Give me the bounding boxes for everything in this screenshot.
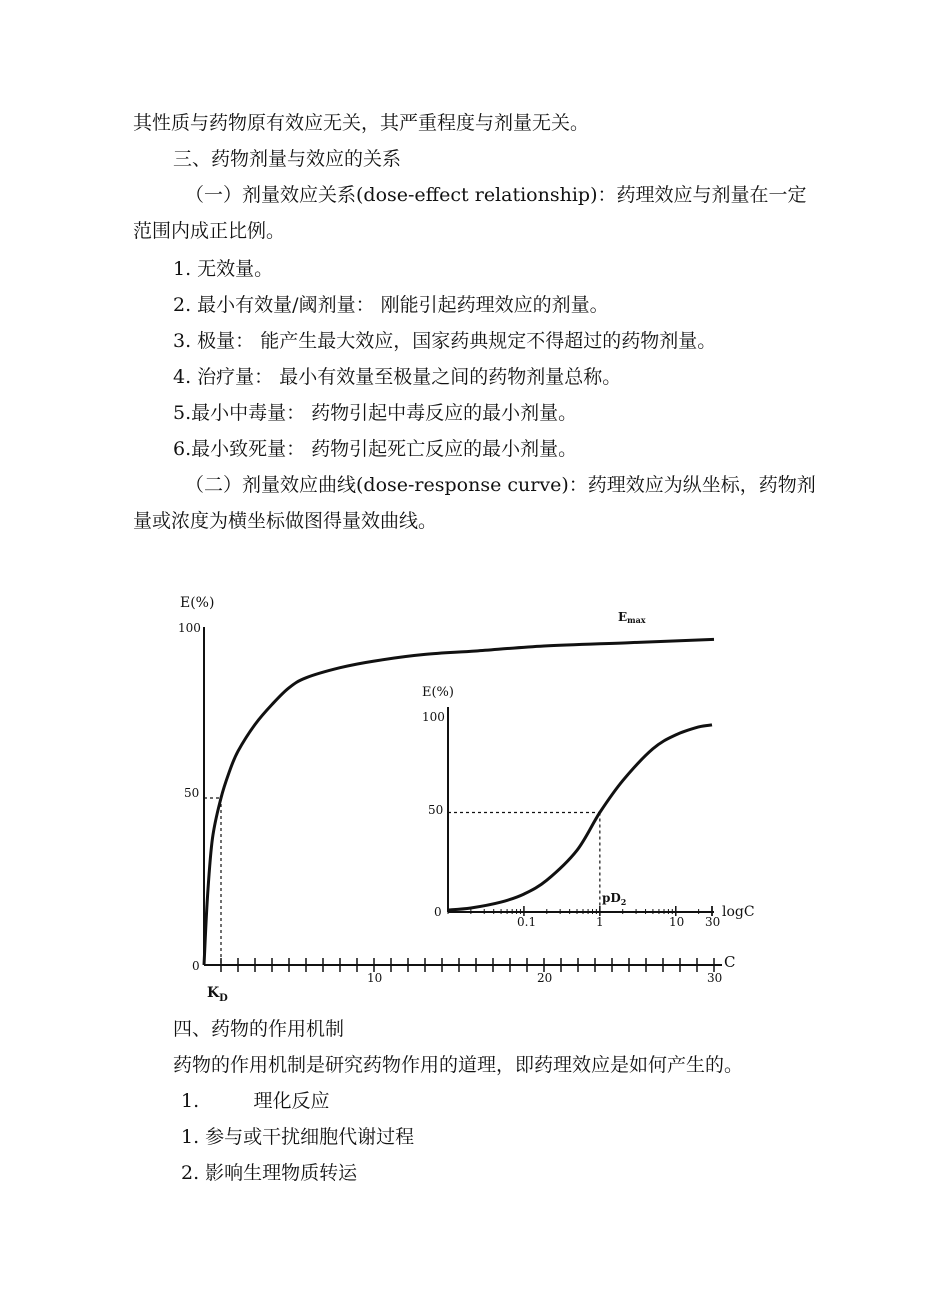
main-x-tick-30: 30 [707,971,723,985]
main-chart [178,595,735,1004]
text-line-1: 其性质与药物原有效应无关，其严重程度与剂量无关。 [133,112,590,134]
section-3-title: 三、药物剂量与效应的关系 [173,148,402,170]
main-y-tick-100: 100 [178,621,201,635]
inset-curve [448,725,712,910]
inset-x-tick-10: 10 [669,915,685,929]
inset-x-tick-30: 30 [705,915,721,929]
inset-x-label: logC [722,904,755,920]
pd2-label: $pD_2$ [602,891,627,907]
main-y-tick-0: 0 [192,959,200,973]
main-x-tick-20: 20 [537,971,553,985]
list-item-4: 4. 治疗量： 最小有效量至极量之间的药物剂量总称。 [173,366,622,388]
list-item-6: 6.最小致死量： 药物引起死亡反应的最小剂量。 [173,438,578,460]
inset-x-tick-0-1: 0.1 [517,915,537,929]
list-item-2: 2. 最小有效量/阈剂量： 刚能引起药理效应的剂量。 [173,294,609,316]
inset-chart [422,685,755,929]
paragraph-mechanism: 药物的作用机制是研究药物作用的道理，即药理效应是如何产生的。 [173,1054,744,1076]
section-4-title: 四、药物的作用机制 [173,1018,345,1040]
main-x-label: C [724,953,736,971]
emax-label: Emax [618,610,646,625]
kd-label: $K_D$ [207,985,228,1004]
inset-guides [448,813,600,913]
mechanism-item-2: 1. 参与或干扰细胞代谢过程 [181,1126,415,1148]
main-y-tick-50: 50 [184,786,200,800]
mechanism-item-3: 2. 影响生理物质转运 [181,1162,358,1184]
inset-y-tick-100: 100 [422,710,445,724]
inset-y-tick-50: 50 [428,803,444,817]
inset-y-label: E(%) [422,685,454,700]
dose-response-figure [150,585,770,1015]
list-item-3: 3. 极量： 能产生最大效应，国家药典规定不得超过的药物剂量。 [173,330,717,352]
paragraph-dose-effect-line-1: （一）剂量效应关系(dose-effect relationship)：药理效应与剂量在一定 [185,184,807,206]
main-curve [204,639,714,965]
list-item-1: 1. 无效量。 [173,258,274,280]
mechanism-item-1: 1. 理化反应 [181,1090,330,1112]
paragraph-dose-effect-line-2: 范围内成正比例。 [133,220,286,242]
main-y-label: E(%) [180,595,215,611]
inset-y-tick-0: 0 [434,905,442,919]
main-x-tick-10: 10 [367,971,383,985]
paragraph-dose-response-line-1: （二）剂量效应曲线(dose-response curve)：药理效应为纵坐标，药物剂 [185,474,816,496]
inset-x-tick-1: 1 [596,915,604,929]
paragraph-dose-response-line-2: 量或浓度为横坐标做图得量效曲线。 [133,510,438,532]
list-item-5: 5.最小中毒量： 药物引起中毒反应的最小剂量。 [173,402,578,424]
